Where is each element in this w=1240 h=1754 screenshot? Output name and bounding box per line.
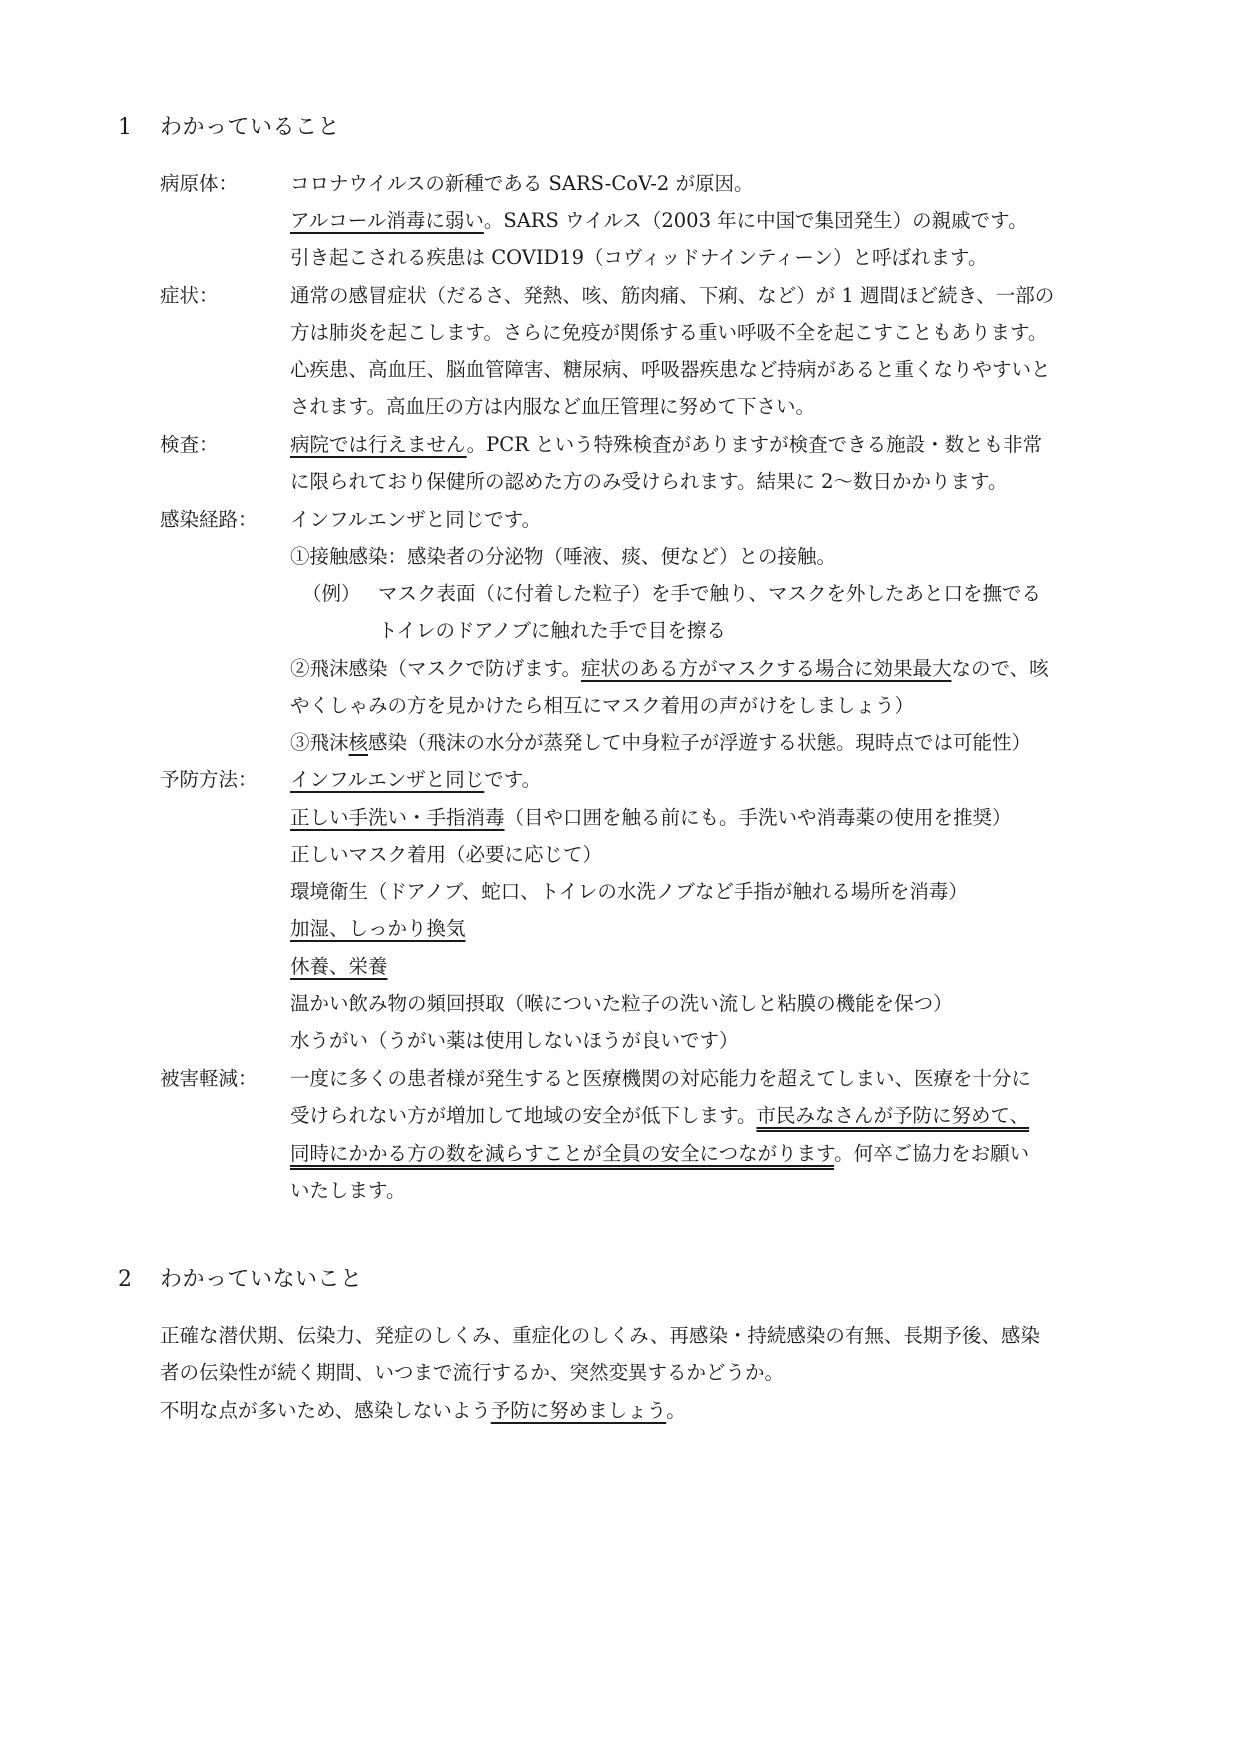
- symptoms-line-3: 心疾患、高血圧、脳血管障害、糖尿病、呼吸器疾患など持病があると重くなりやすいと: [290, 358, 1051, 381]
- section-2-heading: [118, 1262, 363, 1293]
- prevention-line-5: [290, 913, 466, 941]
- term-route: 感染経路：: [160, 508, 258, 531]
- underlined-text: 症状のある方がマスクする場合に効果最大: [580, 657, 952, 680]
- double-underlined-text: 同時にかかる方の数を減らすことが全員の安全につながります: [290, 1142, 835, 1165]
- term-mitigation: 被害軽減：: [160, 1067, 258, 1090]
- text-span: 。SARS ウイルス（2003 年に中国で集団発生）の親戚です。: [483, 209, 1028, 232]
- term-test: 検査：: [160, 433, 219, 456]
- route-nuclei: [290, 727, 1031, 755]
- route-example-2: トイレのドアノブに触れた手で目を擦る: [378, 619, 726, 642]
- prevention-line-8: 水うがい（うがい薬は使用しないほうが良いです）: [290, 1029, 739, 1052]
- underlined-text: 休養、栄養: [290, 955, 388, 978]
- unknowns-line-2: 者の伝染性が続く期間、いつまで流行するか、突然変異するかどうか。: [160, 1361, 785, 1384]
- text-span: なので、咳: [951, 657, 1049, 680]
- route-example-label: （例）: [302, 582, 361, 605]
- text-span: 。何卒ご協力をお願い: [834, 1142, 1030, 1165]
- prevention-line-2: [290, 802, 1012, 830]
- prevention-line-6: [290, 951, 388, 979]
- pathogen-line-1: コロナウイルスの新種である SARS-CoV-2 が原因。: [290, 172, 754, 195]
- section-title: わかっていること: [160, 115, 341, 140]
- term-symptoms: 症状：: [160, 284, 219, 307]
- underlined-text: 病院では行えません: [290, 433, 467, 456]
- text-span: です。: [484, 768, 542, 791]
- prevention-line-3: 正しいマスク着用（必要に応じて）: [290, 843, 603, 866]
- route-example-1: マスク表面（に付着した粒子）を手で触り、マスクを外したあと口を撫でる: [378, 582, 1042, 605]
- text-span: ②飛沫感染（マスクで防げます。: [290, 657, 581, 680]
- underlined-text: 予防に努めましょう: [490, 1399, 667, 1422]
- double-underlined-text: 市民みなさんが予防に努めて、: [756, 1104, 1030, 1127]
- symptoms-line-1: 通常の感冒症状（だるさ、発熱、咳、筋肉痛、下痢、など）が 1 週間ほど続き、一部の: [290, 284, 1055, 307]
- section-title: わかっていないこと: [160, 1267, 363, 1292]
- prevention-line-1: [290, 764, 541, 792]
- text-span: 不明な点が多いため、感染しないよう: [160, 1399, 491, 1422]
- route-contact: ①接触感染：感染者の分泌物（唾液、痰、便など）との接触。: [290, 545, 837, 568]
- route-droplet: [290, 653, 1049, 681]
- text-span: 感染（飛沫の水分が蒸発して中身粒子が浮遊する状態。現時点では可能性）: [368, 731, 1032, 754]
- underlined-text: アルコール消毒に弱い: [290, 209, 484, 232]
- text-span: 。: [666, 1399, 686, 1422]
- unknowns-line-3: [160, 1395, 686, 1423]
- underlined-text: 加湿、しっかり換気: [290, 917, 466, 940]
- symptoms-line-4: されます。高血圧の方は内服など血圧管理に努めて下さい。: [290, 395, 815, 418]
- prevention-line-7: 温かい飲み物の頻回摂取（喉についた粒子の洗い流しと粘膜の機能を保つ）: [290, 992, 953, 1015]
- prevention-line-4: 環境衛生（ドアノブ、蛇口、トイレの水洗ノブなど手指が触れる場所を消毒）: [290, 880, 968, 903]
- route-droplet-2: やくしゃみの方を見かけたら相互にマスク着用の声がけをしましょう）: [290, 694, 915, 717]
- symptoms-line-2: 方は肺炎を起こします。さらに免疫が関係する重い呼吸不全を起こすこともあります。: [290, 321, 1048, 344]
- term-prevention: 予防方法：: [160, 768, 258, 791]
- section-number: 1: [118, 115, 133, 140]
- mitigation-line-1: 一度に多くの患者様が発生すると医療機関の対応能力を超えてしまい、医療を十分に: [290, 1067, 1032, 1090]
- text-span: ③飛沫: [290, 731, 349, 754]
- unknowns-line-1: 正確な潜伏期、伝染力、発症のしくみ、重症化のしくみ、再感染・持続感染の有無、長期予後、感染: [160, 1324, 1040, 1347]
- mitigation-line-4: いたします。: [290, 1179, 406, 1202]
- underlined-text: 正しい手洗い・手指消毒: [290, 806, 505, 829]
- term-pathogen: 病原体：: [160, 172, 239, 195]
- underlined-text: インフルエンザと同じ: [290, 768, 485, 791]
- section-1-heading: [118, 110, 340, 141]
- route-line-1: インフルエンザと同じです。: [290, 508, 542, 531]
- text-span: 。PCR という特殊検査がありますが検査できる施設・数とも非常: [466, 433, 1043, 456]
- mitigation-line-3: [290, 1138, 1029, 1166]
- text-span: （目や口囲を触る前にも。手洗いや消毒薬の使用を推奨）: [504, 806, 1012, 829]
- section-number: 2: [118, 1267, 133, 1292]
- pathogen-line-2: [290, 205, 1028, 233]
- test-line-1: [290, 429, 1042, 457]
- mitigation-line-2: [290, 1100, 1029, 1128]
- pathogen-line-3: 引き起こされる疾患は COVID19（コヴィッドナインティーン）と呼ばれます。: [290, 246, 988, 269]
- text-span: 受けられない方が増加して地域の安全が低下します。: [290, 1104, 757, 1127]
- underlined-text: 核: [348, 731, 369, 754]
- test-line-2: に限られており保健所の認めた方のみ受けられます。結果に 2〜数日かかります。: [290, 470, 1008, 493]
